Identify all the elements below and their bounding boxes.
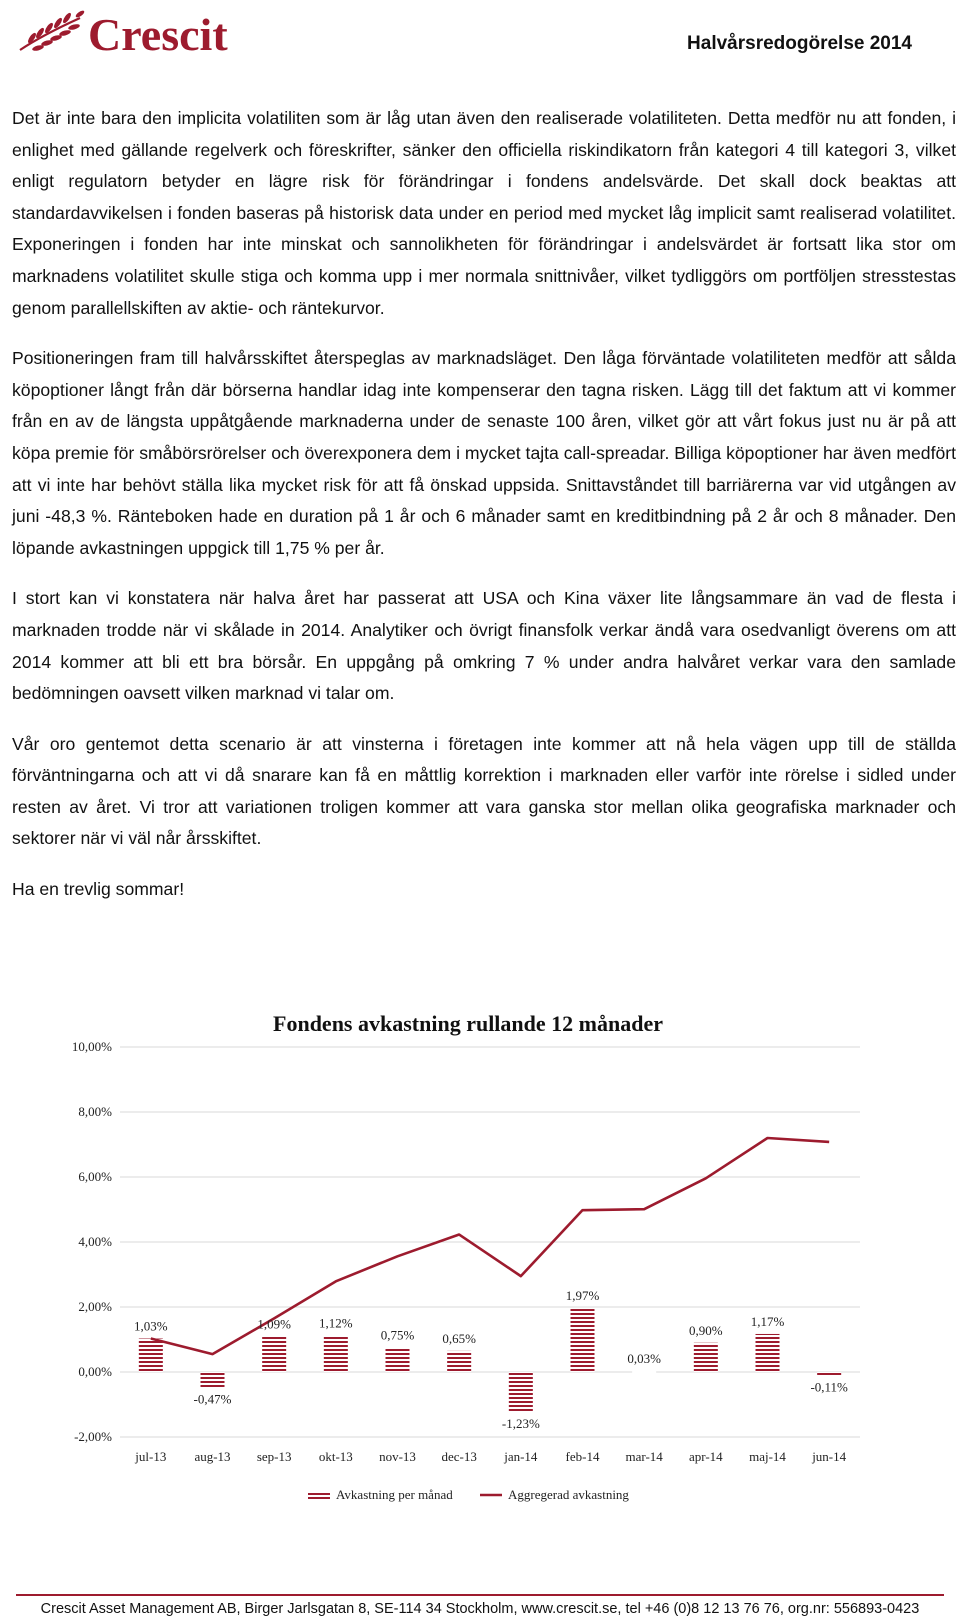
x-tick-label: sep-13: [256, 1449, 292, 1464]
bar-data-label: 1,12%: [319, 1315, 353, 1331]
y-tick-label: 4,00%: [78, 1234, 112, 1249]
legend-bar-swatch: [308, 1491, 330, 1499]
x-tick-label: okt-13: [318, 1449, 353, 1464]
y-tick-label: 6,00%: [78, 1169, 112, 1184]
bar: [201, 1372, 225, 1387]
page-footer: Crescit Asset Management AB, Birger Jarlsgatan 8, SE-114 34 Stockholm, www.crescit.se, tel +46 (0)8 12 13 76 76, org.nr: 556893-0423: [40, 1601, 920, 1617]
bar: [817, 1372, 841, 1376]
x-tick-label: nov-13: [379, 1449, 416, 1464]
paragraph: Vår oro gentemot detta scenario är att vinsterna i företagen inte kommer att nå hela vägen upp till de ställda förväntningarna och att vi då snarare kan få en måttlig korrektion i marknaden eller varför inte rörelse i sidled under resten av året. Vi tror att variationen troligen kommer att vara ganska stor mellan olika geografiska marknader och sektorer när vi väl når årsskiftet.: [12, 733, 956, 849]
x-tick-label: jan-14: [504, 1449, 538, 1464]
bar: [447, 1351, 471, 1372]
x-tick-label: mar-14: [625, 1449, 663, 1464]
bar: [632, 1371, 656, 1373]
bar: [386, 1348, 410, 1372]
y-tick-label: -2,00%: [74, 1429, 112, 1444]
y-tick-label: 8,00%: [78, 1104, 112, 1119]
bar-data-label: 1,03%: [134, 1318, 168, 1334]
paragraph: Det är inte bara den implicita volatiliten som är låg utan även den realiserade volatiliteten. Detta medför nu att fonden, i enlighet med gällande regelverk och föreskrifter, sänker den officiella riskindikatorn från kategori 4 till kategori 3, vilket enligt regulatorn betyder en lägre risk för förändringar i fondens andelsvärde. Det skall dock beaktas att standardavvikelsen i fonden baseras på historisk data under en period med mycket låg implicit samt realiserad volatilitet. Exponeringen i fonden har inte minskat och sannolikheten för förändringar i andelsvärdet är fortsatt lika stor om marknadens volatilitet skulle stiga och komma upp i mer normala snittnivåer, vilket tydliggörs om portföljen stresstestas genom parallellskiften av aktie- och räntekurvor.: [12, 108, 956, 318]
x-tick-label: apr-14: [688, 1449, 723, 1464]
x-tick-label: dec-13: [441, 1449, 477, 1464]
bar-data-label: 1,09%: [257, 1316, 291, 1332]
body-text: [12, 103, 956, 925]
bar: [509, 1372, 533, 1412]
x-tick-label: jul-13: [135, 1449, 167, 1464]
document-title: Halvårsredogörelse 2014: [687, 33, 912, 54]
bar-data-label: 0,90%: [689, 1322, 723, 1338]
x-tick-label: aug-13: [194, 1449, 231, 1464]
x-tick-label: maj-14: [749, 1449, 786, 1464]
bar: [139, 1339, 163, 1372]
crescit-logo: [18, 4, 268, 60]
bar-data-label: -0,11%: [810, 1379, 848, 1395]
paragraph: Positioneringen fram till halvårsskiftet återspeglas av marknadsläget. Den låga förväntade volatiliteten medför att sålda köpoptioner långt från där börserna handlar idag inte kompenserar den tagna risken. Lägg till det faktum att vi kommer från en av de längsta uppåtgående marknaderna under de senaste 100 åren, vilket gör att vårt fokus just nu är på att köpa premie för småbörsrörelser och överexponera dem i mycket tajta call-spreadar. Billiga köpoptioner har även medfört att vi inte har behövt ställa lika mycket risk för att få önskad uppsida. Snittavståndet till barriärerna var vid utgången av juni -48,3 %. Ränteboken hade en duration på 1 år och 6 månader samt en kreditbindning på 2 år och 8 månader. Den löpande avkastningen uppgick till 1,75 % per år.: [12, 348, 956, 558]
bar: [262, 1337, 286, 1372]
bar-data-label: 0,75%: [380, 1327, 415, 1343]
chart-title: Fondens avkastning rullande 12 månader: [273, 1011, 663, 1036]
x-tick-label: feb-14: [565, 1449, 600, 1464]
y-tick-label: 10,00%: [71, 1039, 112, 1054]
bar-data-label: -0,47%: [193, 1391, 232, 1407]
bar-data-label: -1,23%: [501, 1415, 540, 1431]
laurel-icon: [20, 9, 85, 52]
bar: [324, 1336, 348, 1372]
bar: [756, 1334, 780, 1372]
footer-divider: [16, 1594, 944, 1596]
x-tick-label: jun-14: [812, 1449, 847, 1464]
y-tick-label: 2,00%: [78, 1299, 112, 1314]
returns-chart: [40, 1005, 910, 1545]
aggregated-return-line: [151, 1138, 829, 1354]
bar-data-label: 0,03%: [627, 1351, 661, 1367]
bar: [694, 1343, 718, 1372]
legend-label: Aggregerad avkastning: [508, 1487, 629, 1502]
bar-data-label: 1,17%: [750, 1313, 785, 1329]
paragraph: I stort kan vi konstatera när halva året har passerat att USA och Kina växer lite långsammare än vad de flesta i marknaden trodde när vi skålade in 2014. Analytiker och övrigt finansfolk verkar ändå vara osedvanligt överens om att 2014 kommer att bli ett bra börsår. En uppgång på omkring 7 % under andra halvåret verkar vara den samlade bedömningen oavsett vilken marknad vi talar om.: [12, 588, 956, 704]
page-header: [0, 0, 960, 80]
y-tick-label: 0,00%: [78, 1364, 112, 1379]
legend-label: Avkastning per månad: [336, 1487, 453, 1502]
closing-line: Ha en trevlig sommar!: [12, 879, 185, 900]
logo-text: Crescit: [88, 9, 228, 60]
bar: [571, 1308, 595, 1372]
bar-data-label: 1,97%: [565, 1287, 600, 1303]
bar-data-label: 0,65%: [442, 1330, 476, 1346]
